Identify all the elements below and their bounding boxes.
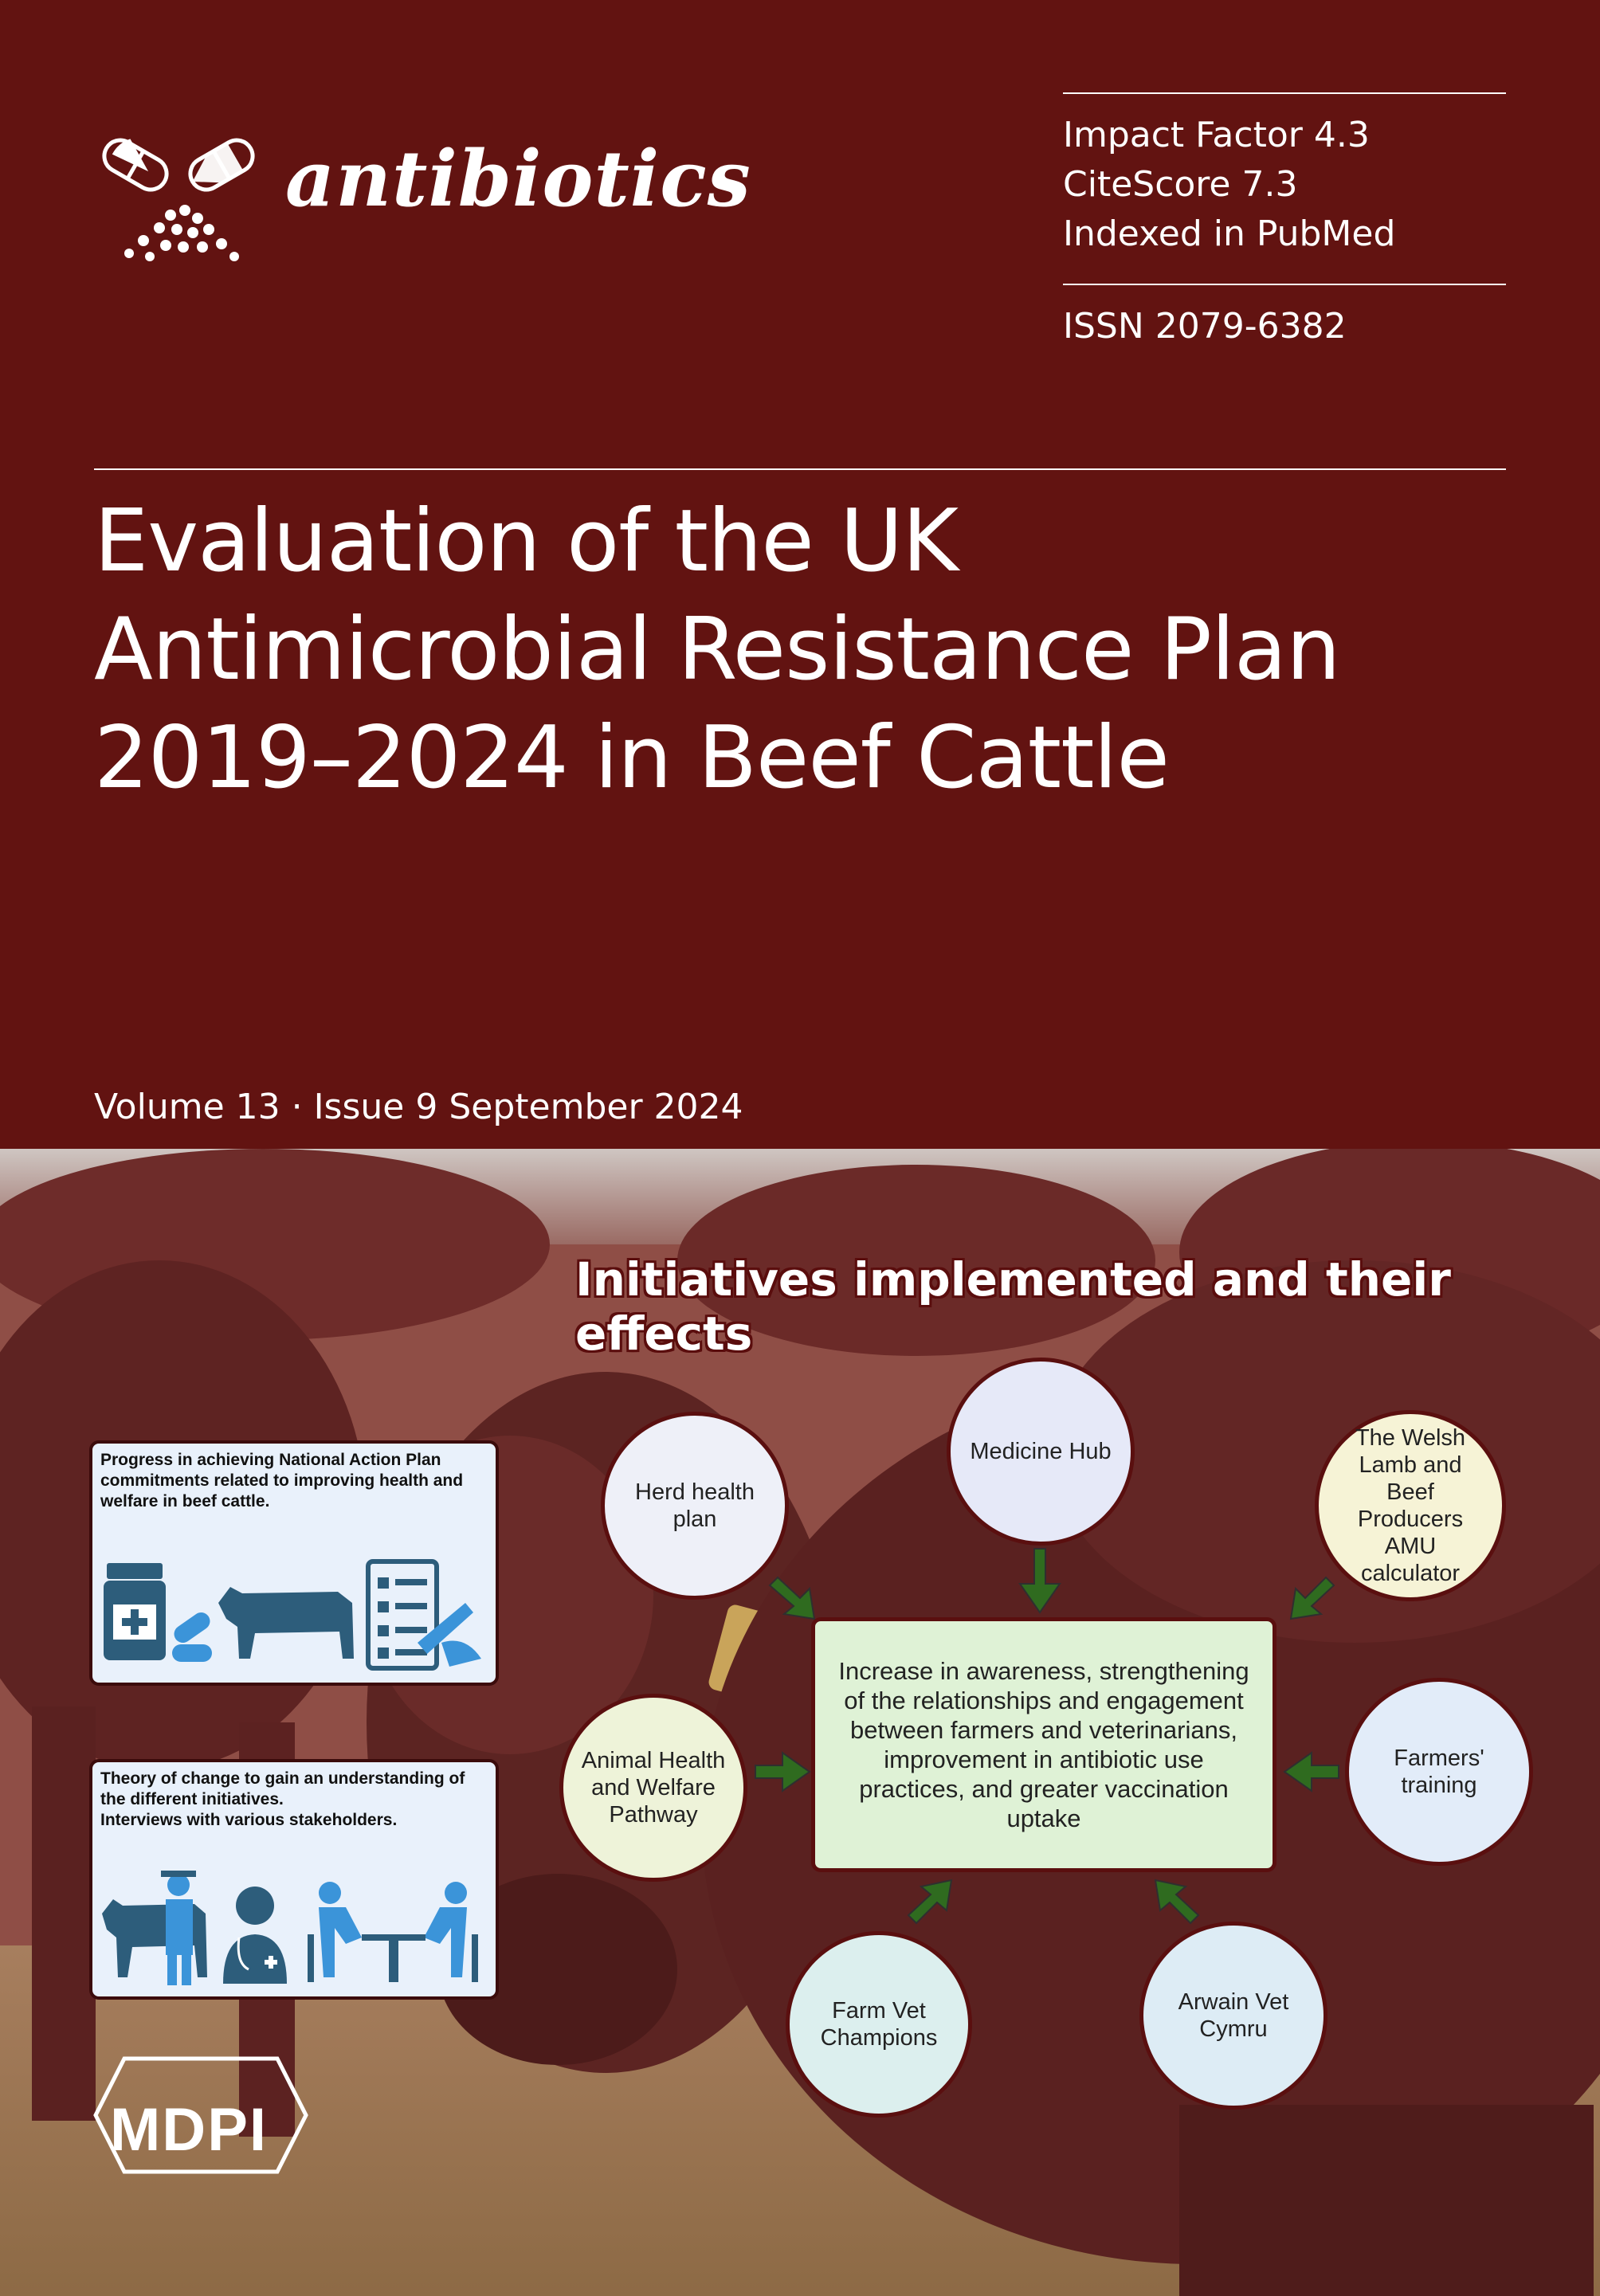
bubble-farmers-training-label: Farmers' training	[1394, 1746, 1484, 1798]
panel-line: welfare in beef cattle.	[100, 1492, 270, 1510]
panel-line: Progress in achieving National Action Plan	[100, 1451, 441, 1469]
bubble-farmers-training	[1345, 1678, 1533, 1866]
citescore: CiteScore 7.3	[1063, 164, 1298, 205]
bubble-herd-health-label: Herd health plan	[635, 1479, 755, 1532]
indexed-in: Indexed in PubMed	[1063, 214, 1396, 254]
title-line: 2019–2024 in Beef Cattle	[94, 708, 1169, 808]
bubble-welsh-calculator-label: The Welsh Lamb and Beef Producers AMU calculator	[1355, 1425, 1466, 1586]
journal-name[interactable]: antibiotics	[285, 134, 751, 224]
panel-line: commitments related to improving health and	[100, 1471, 464, 1490]
bubble-medicine-hub	[947, 1358, 1135, 1546]
bubble-farm-vet-champions	[786, 1931, 972, 2118]
issue-info: Volume 13 · Issue 9 September 2024	[94, 1087, 743, 1127]
bubble-arwain-vet-cymru	[1139, 1922, 1327, 2110]
bubble-farm-vet-champions-label: Farm Vet Champions	[820, 1998, 938, 2051]
bubble-animal-health-pathway	[559, 1694, 747, 1882]
publisher-name[interactable]: MDPI	[110, 2096, 268, 2164]
outcome-box	[811, 1617, 1276, 1872]
graphical-abstract-heading: Initiatives implemented and their effects	[575, 1252, 1451, 1361]
bubble-medicine-hub-label: Medicine Hub	[970, 1439, 1112, 1464]
bubble-herd-health	[601, 1412, 789, 1600]
panel-line: Theory of change to gain an understanding of	[100, 1769, 465, 1788]
title-line: Evaluation of the UK	[94, 492, 959, 591]
bubble-welsh-calculator	[1315, 1410, 1506, 1601]
outcome-text: Increase in awareness, strengthening of the relationships and engagement between farmers and veterinarians, improvement in antibiotic use practices, and greater vaccination uptake	[838, 1657, 1249, 1832]
bubble-arwain-vet-cymru-label: Arwain Vet Cymru	[1178, 1989, 1289, 2042]
issn: ISSN 2079-6382	[1063, 306, 1347, 347]
panel-line: Interviews with various stakeholders.	[100, 1811, 398, 1829]
panel-line: the different initiatives.	[100, 1790, 284, 1808]
bubble-animal-health-pathway-label: Animal Health and Welfare Pathway	[581, 1748, 726, 1828]
impact-factor: Impact Factor 4.3	[1063, 115, 1370, 155]
title-line: Antimicrobial Resistance Plan	[94, 600, 1340, 699]
